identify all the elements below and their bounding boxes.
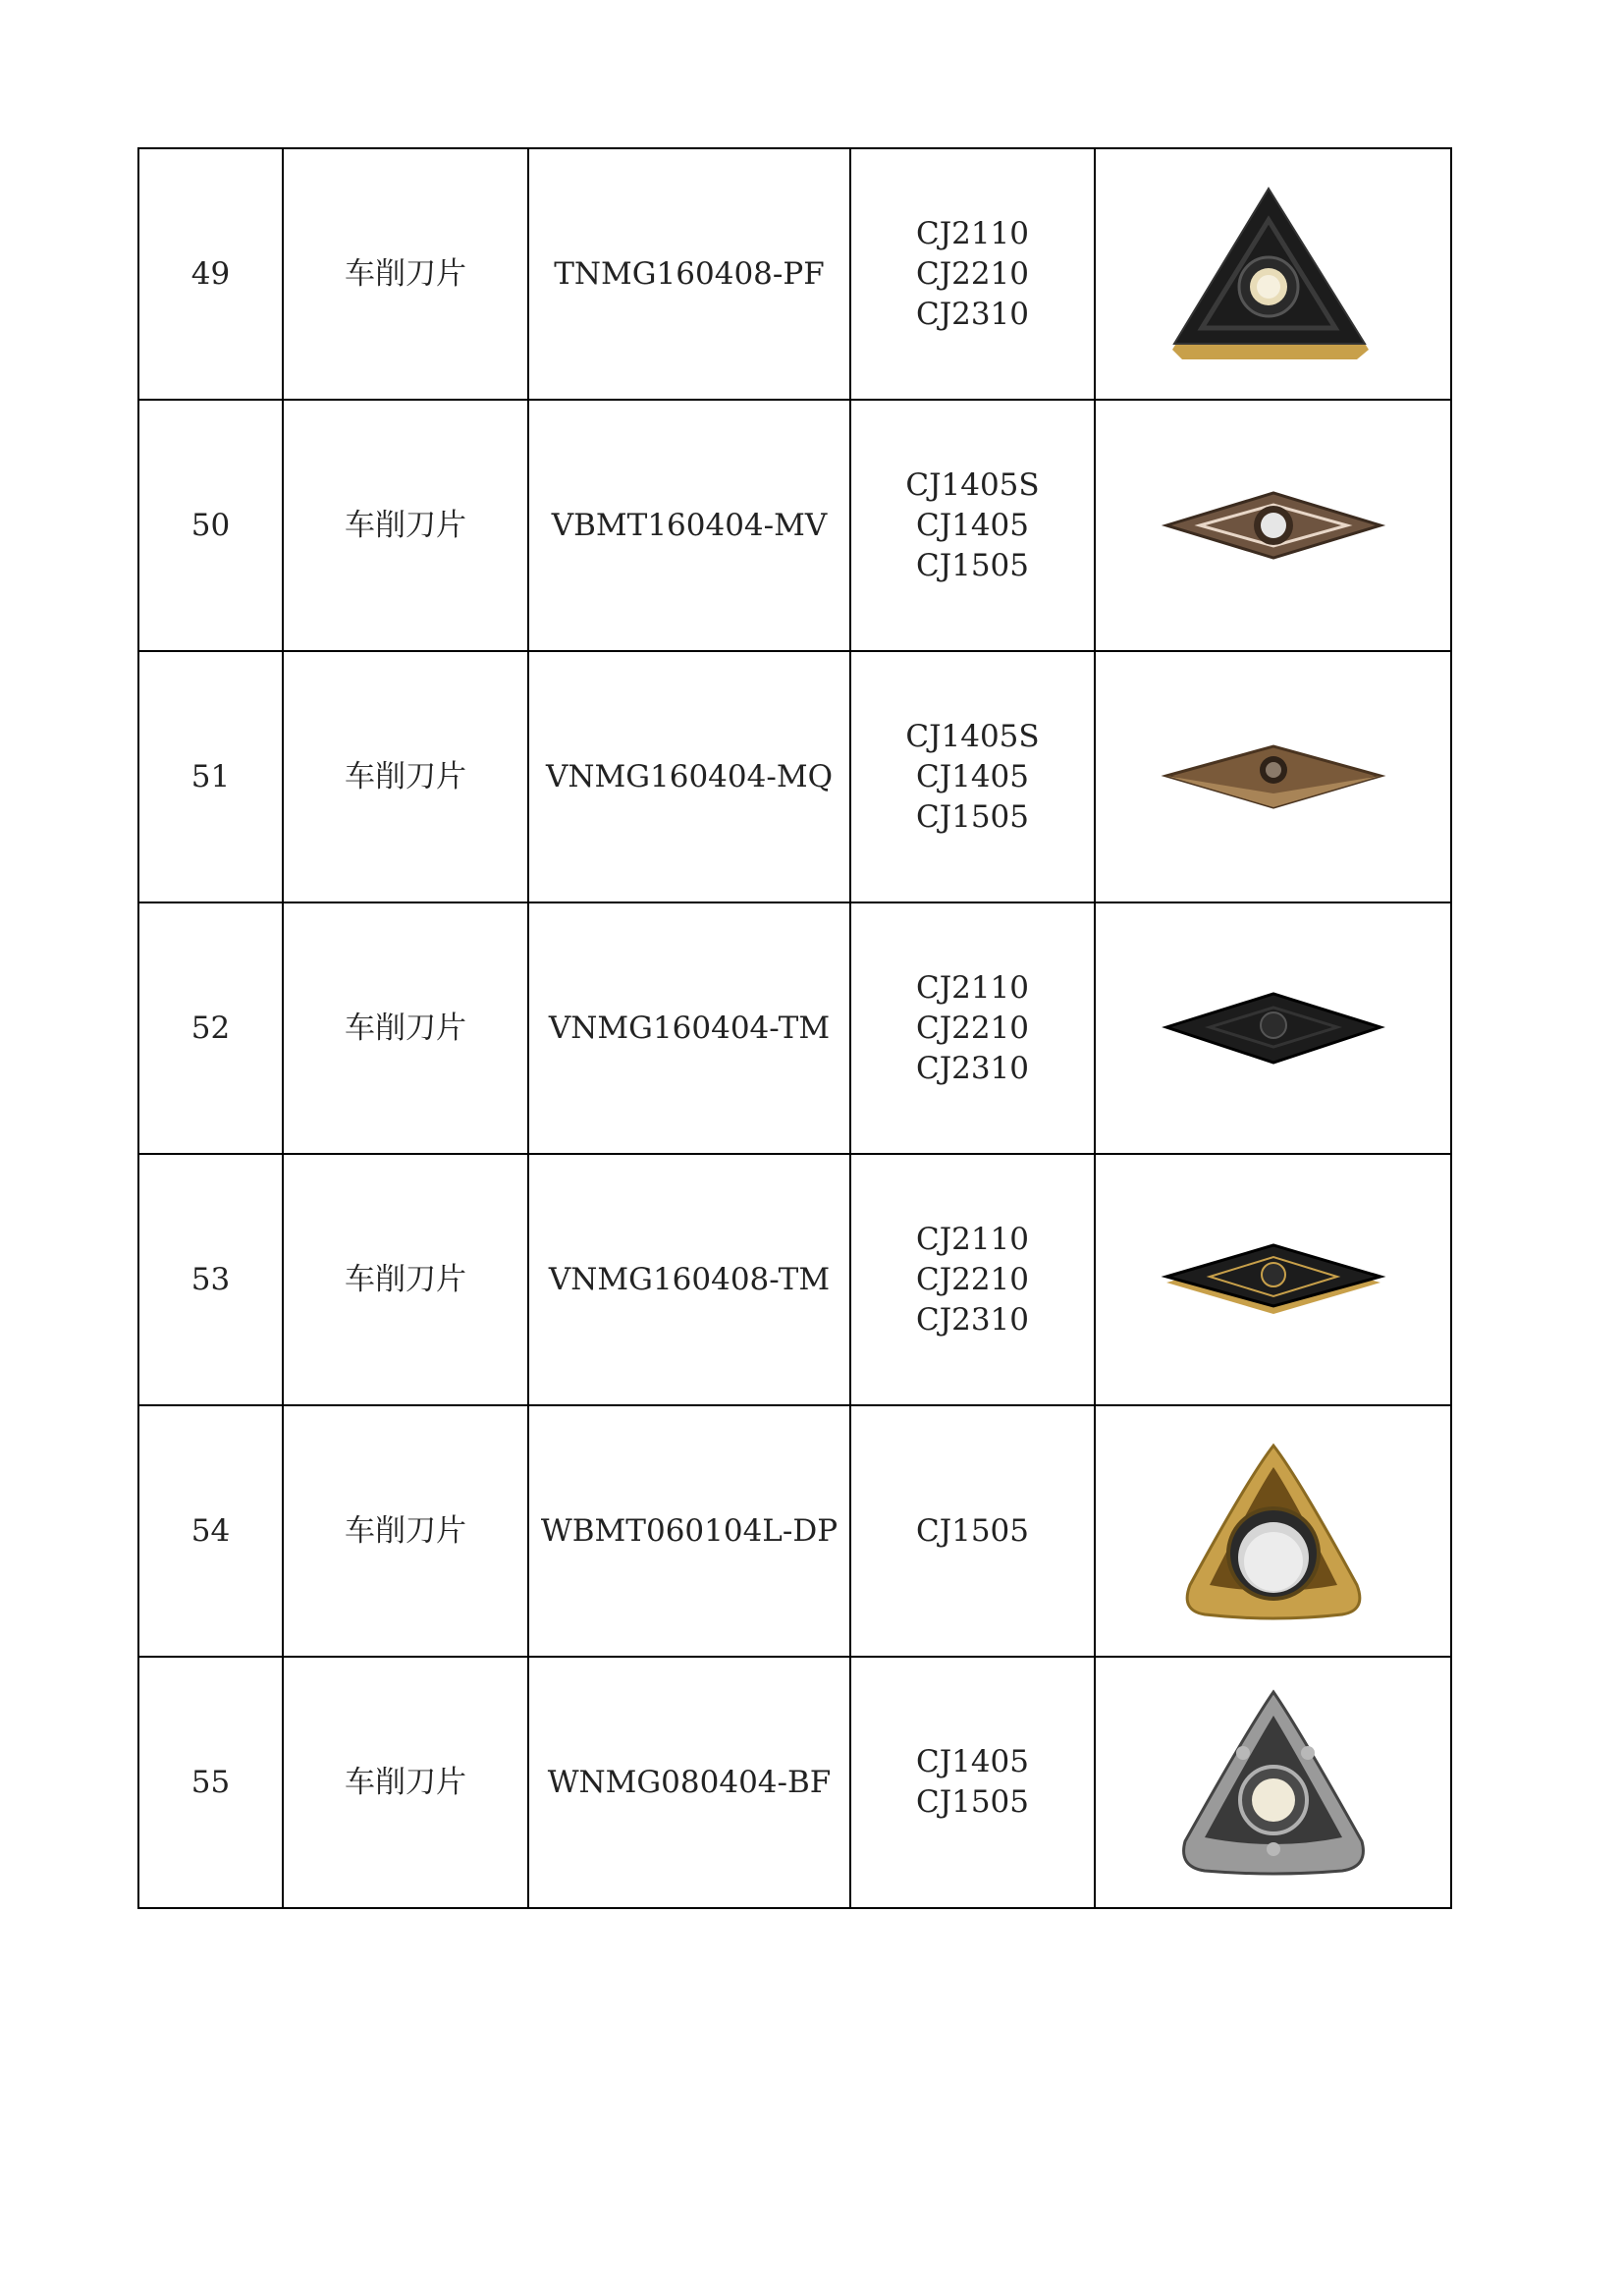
product-table	[137, 147, 1452, 1909]
product-image-cell	[1095, 1657, 1451, 1908]
diamond-insert-image	[1161, 1235, 1386, 1324]
model-code: TNMG160408-PF	[528, 148, 850, 400]
model-code: VNMG160404-TM	[528, 902, 850, 1154]
product-image-cell	[1095, 148, 1451, 400]
table-row	[138, 1154, 1451, 1405]
grade-list	[850, 1154, 1095, 1405]
grade: CJ1405	[915, 1744, 1030, 1779]
product-name: 车削刀片	[283, 902, 528, 1154]
grade-list	[850, 400, 1095, 651]
table-row	[138, 400, 1451, 651]
row-number: 51	[138, 651, 283, 902]
model-code: WNMG080404-BF	[528, 1657, 850, 1908]
grade-list	[850, 1657, 1095, 1908]
table-row	[138, 902, 1451, 1154]
row-number: 53	[138, 1154, 283, 1405]
product-image-cell	[1095, 1154, 1451, 1405]
model-code: VBMT160404-MV	[528, 400, 850, 651]
triangle-insert-image	[1161, 181, 1386, 367]
trigon-insert-image	[1161, 1438, 1386, 1624]
product-image-cell	[1095, 400, 1451, 651]
grade-list	[850, 148, 1095, 400]
grade: CJ1405	[915, 758, 1030, 794]
grade: CJ1505	[915, 1512, 1030, 1549]
model-code: VNMG160404-MQ	[528, 651, 850, 902]
grade: CJ2310	[915, 1050, 1030, 1086]
product-image-cell	[1095, 651, 1451, 902]
grade: CJ1505	[915, 798, 1030, 835]
model-code: VNMG160408-TM	[528, 1154, 850, 1405]
grade: CJ2310	[915, 296, 1030, 332]
diamond-insert-image	[1161, 481, 1386, 570]
row-number: 49	[138, 148, 283, 400]
grade: CJ2110	[915, 1221, 1030, 1257]
grade-list	[850, 1405, 1095, 1657]
grade: CJ2310	[915, 1301, 1030, 1338]
grade: CJ1405S	[905, 718, 1040, 754]
product-name: 车削刀片	[283, 148, 528, 400]
product-image-cell	[1095, 1405, 1451, 1657]
row-number: 54	[138, 1405, 283, 1657]
grade: CJ2110	[915, 969, 1030, 1006]
diamond-insert-image	[1161, 733, 1386, 821]
grade: CJ1505	[915, 547, 1030, 583]
product-name: 车削刀片	[283, 651, 528, 902]
grade-list	[850, 902, 1095, 1154]
grade: CJ2210	[915, 1010, 1030, 1046]
grade: CJ1405S	[905, 466, 1040, 503]
grade: CJ2210	[915, 1261, 1030, 1297]
row-number: 50	[138, 400, 283, 651]
trigon-insert-image	[1161, 1684, 1386, 1881]
product-name: 车削刀片	[283, 1405, 528, 1657]
grade: CJ1405	[915, 507, 1030, 543]
grade: CJ2110	[915, 215, 1030, 251]
table-row	[138, 651, 1451, 902]
grade-list	[850, 651, 1095, 902]
table-row	[138, 1405, 1451, 1657]
grade: CJ2210	[915, 255, 1030, 292]
product-name: 车削刀片	[283, 1657, 528, 1908]
product-name: 车削刀片	[283, 400, 528, 651]
table-row	[138, 1657, 1451, 1908]
diamond-insert-image	[1161, 984, 1386, 1072]
model-code: WBMT060104L-DP	[528, 1405, 850, 1657]
grade: CJ1505	[915, 1784, 1030, 1820]
product-name: 车削刀片	[283, 1154, 528, 1405]
product-image-cell	[1095, 902, 1451, 1154]
row-number: 52	[138, 902, 283, 1154]
table-row	[138, 148, 1451, 400]
row-number: 55	[138, 1657, 283, 1908]
